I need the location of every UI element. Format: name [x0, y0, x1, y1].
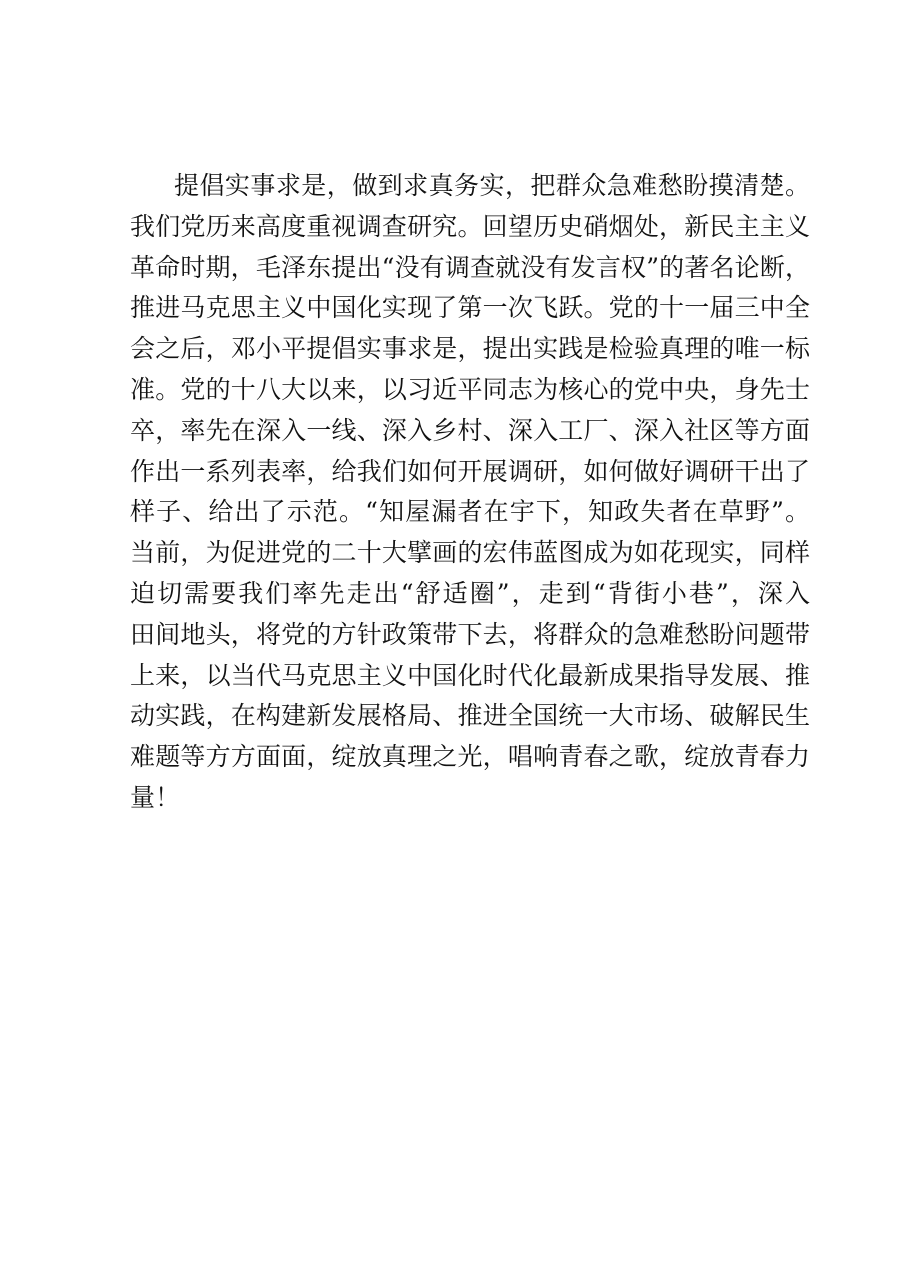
paragraph-line-3: 革命时期，毛泽东提出“没有调查就没有发言权”的著名论断，	[130, 252, 810, 282]
paragraph-line-8: 作出一系列表率，给我们如何开展调研，如何做好调研干出了	[130, 456, 810, 486]
paragraph-line-12: 田间地头，将党的方针政策带下去，将群众的急难愁盼问题带	[130, 619, 810, 649]
paragraph-line-11: 迫切需要我们率先走出“舒适圈”，走到“背街小巷”，深入	[130, 578, 810, 608]
paragraph-line-6: 准。党的十八大以来，以习近平同志为核心的党中央，身先士	[130, 374, 810, 404]
paragraph-line-16: 量！	[130, 782, 181, 812]
paragraph-line-7: 卒，率先在深入一线、深入乡村、深入工厂、深入社区等方面	[130, 415, 810, 445]
paragraph-line-1: 提倡实事求是，做到求真务实，把群众急难愁盼摸清楚。	[174, 171, 810, 200]
paragraph-line-2: 我们党历来高度重视调查研究。回望历史硝烟处，新民主主义	[130, 211, 810, 241]
body-paragraph	[130, 166, 810, 819]
paragraph-line-13: 上来，以当代马克思主义中国化时代化最新成果指导发展、推	[130, 660, 810, 690]
paragraph-line-10: 当前，为促进党的二十大擘画的宏伟蓝图成为如花现实，同样	[130, 538, 810, 568]
paragraph-line-15: 难题等方方面面，绽放真理之光，唱响青春之歌，绽放青春力	[130, 742, 810, 772]
paragraph-line-5: 会之后，邓小平提倡实事求是，提出实践是检验真理的唯一标	[130, 334, 810, 364]
paragraph-line-9: 样子、给出了示范。“知屋漏者在宇下，知政失者在草野”。	[130, 497, 810, 527]
paragraph-line-14: 动实践，在构建新发展格局、推进全国统一大市场、破解民生	[130, 701, 810, 731]
paragraph-line-4: 推进马克思主义中国化实现了第一次飞跃。党的十一届三中全	[130, 293, 810, 323]
